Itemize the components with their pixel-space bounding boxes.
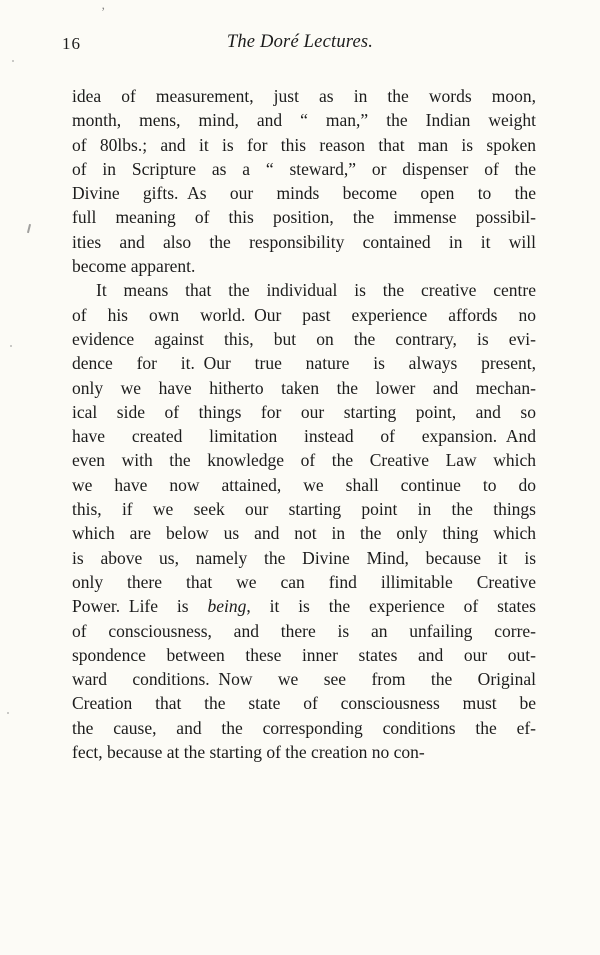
text-line: of consciousness, and there is an unfailing corre- [72,620,536,641]
text-line: this, if we seek our starting point in the things [72,499,536,520]
text-line: Creation that the state of consciousness must be [72,693,536,714]
text-line: the cause, and the corresponding conditions the ef- [72,717,536,738]
text-line: of in Scripture as a “ steward,” or dispenser of the [72,158,536,179]
text-line: idea of measurement, just as in the words moon, [72,86,536,106]
text-line: is above us, namely the Divine Mind, because it is [72,547,536,568]
text-line: dence for it. Our true nature is always present, [72,353,536,374]
text-line: ward conditions. Now we see from the Original [72,669,536,690]
text-line: of 80lbs.; and it is for this reason that man is spoken [72,134,536,155]
text-line: month, mens, mind, and “ man,” the Indian weight [72,110,536,131]
body-text [72,84,536,764]
text-line: spondence between these inner states and our out- [72,644,536,665]
page-header [0,32,600,58]
text-line: full meaning of this position, the immense possibil- [72,207,536,228]
text-line: have created limitation instead of expansion. And [72,426,536,447]
text-line: fect, because at the starting of the creation no con- [72,742,425,763]
text-line: Power. Life is being, it is the experience of states [72,596,536,617]
text-line: ical side of things for our starting point, and so [72,401,536,422]
text-line: even with the knowledge of the Creative Law which [72,450,536,471]
text-line: ities and also the responsibility contained in it will [72,231,536,252]
scan-artifact: ’ [101,4,106,19]
text-line: of his own world. Our past experience affords no [72,304,536,325]
scan-artifact [7,712,9,714]
text-line: only we have hitherto taken the lower and mechan- [72,377,536,398]
text-line: which are below us and not in the only thing which [72,523,536,544]
text-line: It means that the individual is the creative centre [96,280,536,301]
page-number: 16 [62,34,81,53]
scan-artifact [12,60,14,62]
text-line: we have now attained, we shall continue to do [72,474,536,495]
scan-artifact [10,345,12,347]
text-line: Divine gifts. As our minds become open to the [72,183,536,204]
text-line: evidence against this, but on the contrary, is evi- [72,328,536,349]
text-line: only there that we can find illimitable Creative [72,571,536,592]
scan-artifact [27,224,31,233]
running-head-title: The Doré Lectures. [226,32,374,52]
text-line: become apparent. [72,256,196,277]
